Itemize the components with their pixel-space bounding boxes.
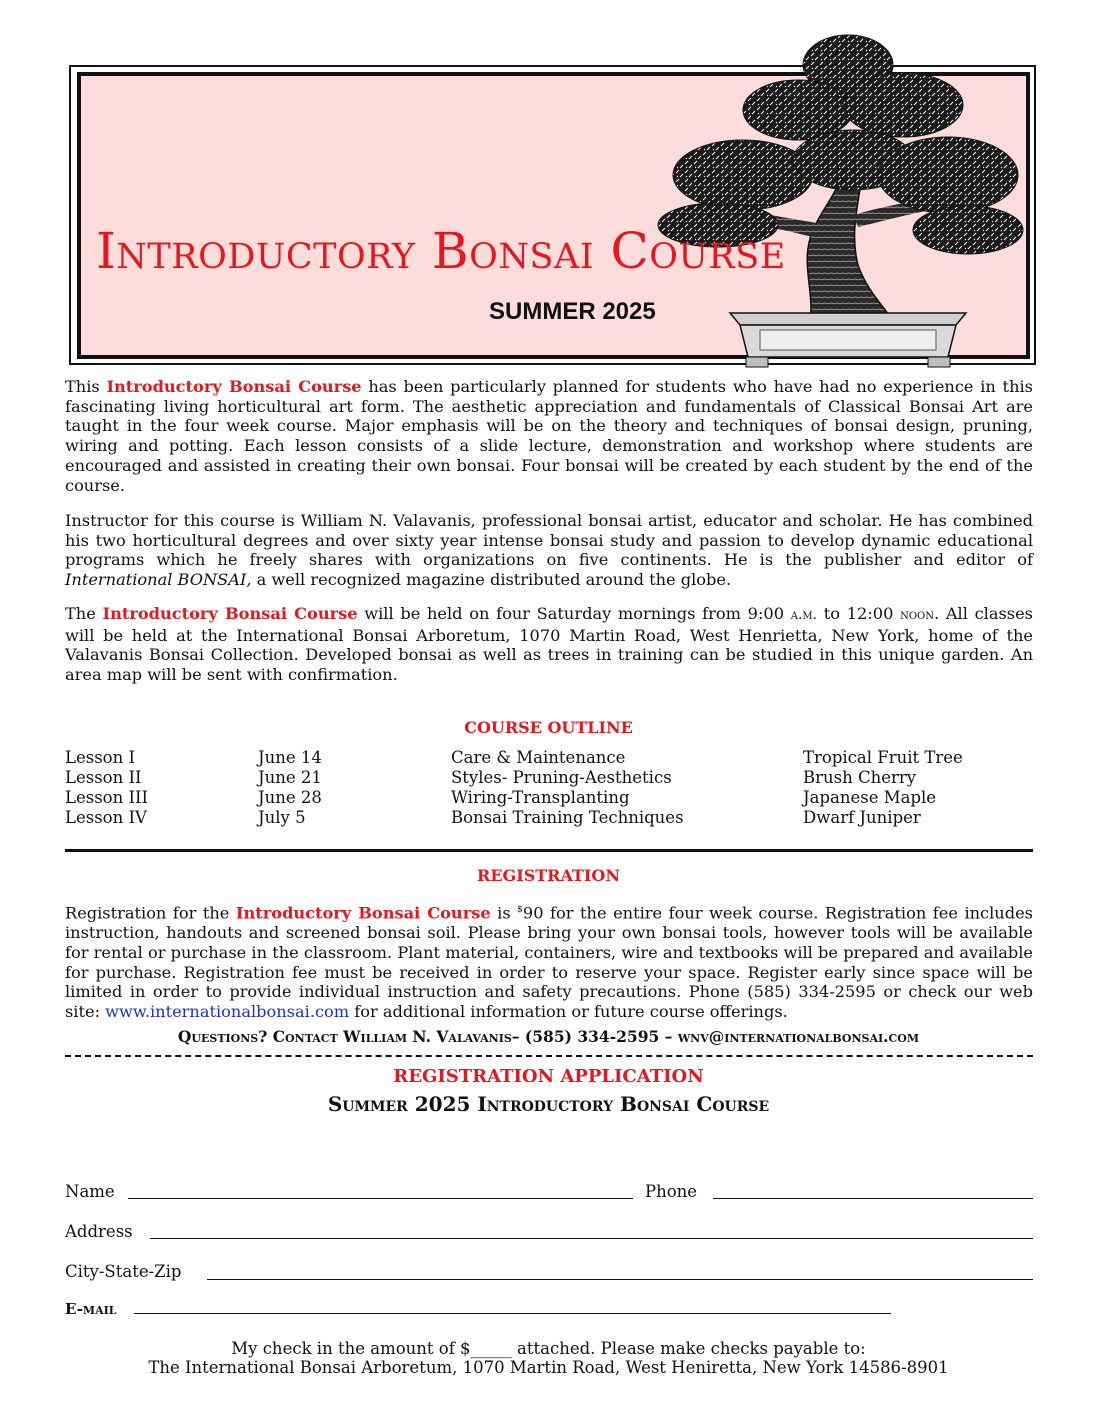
schedule-paragraph: The Introductory Bonsai Course will be held on four Saturday mornings from 9:00 a.m. to 12:00 noon. All classes will be held at the International Bonsai Arboretum, 1070 Martin Road, West Henrietta, New York, home of the Valavanis Bonsai Collection. Developed bonsai as well as trees in training can be studied in this unique garden. An area map will be sent with confirmation. <box>65 604 1033 685</box>
lesson-date: June 28 <box>258 788 322 807</box>
name-label: Name <box>65 1182 115 1201</box>
magazine-name: International BONSAI, <box>65 570 252 590</box>
section-divider <box>65 849 1033 852</box>
address-field[interactable] <box>150 1238 1033 1239</box>
page-title: Introductory Bonsai Course <box>96 222 786 280</box>
lesson-date: June 21 <box>258 768 322 787</box>
lesson-label: Lesson II <box>65 768 142 787</box>
lesson-label: Lesson I <box>65 748 135 767</box>
instructor-paragraph: Instructor for this course is William N. Valavanis, professional bonsai artist, educator and scholar. He has combined his two horticultural degrees and over sixty year intense bonsai study and passion to develop dynamic educational programs which he freely shares with organizations on five continents. He is the publisher and editor of International BONSAI, a well recognized magazine distributed around the globe. <box>65 511 1033 590</box>
phone-label: Phone <box>645 1182 698 1201</box>
lesson-tree: Brush Cherry <box>803 768 917 787</box>
lesson-tree: Tropical Fruit Tree <box>803 748 963 767</box>
course-name-highlight: Introductory Bonsai Course <box>235 903 491 923</box>
cut-line <box>65 1055 1033 1057</box>
registration-paragraph: Registration for the Introductory Bonsai Course is $90 for the entire four week course. Registration fee includes instruction, handouts and screened bonsai soil. Please bring your own bonsai tools, however tools will be available for rental or purchase in the classroom. Plant material, containers, wire and textbooks will be prepared and available for purchase. Registration fee must be received in order to reserve your space. Register early since space will be limited in order to provide individual instruction and safety precautions. Phone (585) 334-2595 or check our web site: www.internationalbonsai.com for additional information or future course offerings. <box>65 903 1033 1021</box>
payee-address: The International Bonsai Arboretum, 1070 Martin Road, West Heniretta, New York 14586-8901 <box>148 1358 949 1377</box>
lesson-topic: Bonsai Training Techniques <box>451 808 684 827</box>
lesson-topic: Wiring-Transplanting <box>451 788 630 807</box>
website-link[interactable]: www.internationalbonsai.com <box>105 1001 350 1021</box>
lesson-label: Lesson III <box>65 788 149 807</box>
lesson-topic: Care & Maintenance <box>451 748 626 767</box>
topic-column <box>451 748 684 828</box>
contact-line: Questions? Contact William N. Valavanis– (585) 334-2595 – wnv@internationalbonsai.com <box>177 1027 920 1046</box>
tree-column <box>803 748 963 828</box>
registration-heading: REGISTRATION <box>477 866 620 885</box>
course-outline-heading: COURSE OUTLINE <box>464 718 633 737</box>
lesson-tree: Japanese Maple <box>803 788 937 807</box>
email-label: E-mail <box>65 1300 117 1318</box>
lesson-date: June 14 <box>258 748 322 767</box>
lesson-column <box>65 748 148 828</box>
city-state-zip-label: City-State-Zip <box>65 1262 182 1281</box>
lesson-topic: Styles- Pruning-Aesthetics <box>451 768 672 787</box>
course-name-highlight: Introductory Bonsai Course <box>106 377 362 396</box>
date-column <box>258 748 322 828</box>
bonsai-tree-illustration <box>648 25 1028 373</box>
lesson-label: Lesson IV <box>65 808 147 827</box>
lesson-tree: Dwarf Juniper <box>803 808 921 827</box>
intro-paragraph: This Introductory Bonsai Course has been particularly planned for students who have had no experience in this fascinating living horticultural art form. The aesthetic appreciation and fundamentals of Classical Bonsai Art are taught in the four week course. Major emphasis will be on the theory and techniques of bonsai design, pruning, wiring and potting. Each lesson consists of a slide lecture, demonstration and workshop where students are encouraged and assisted in creating their own bonsai. Four bonsai will be created by each student by the end of the course. <box>65 377 1033 495</box>
lesson-date: July 5 <box>258 808 306 827</box>
address-label: Address <box>65 1222 133 1241</box>
phone-field[interactable] <box>713 1198 1033 1199</box>
season-label: SUMMER 2025 <box>489 298 656 325</box>
city-state-zip-field[interactable] <box>207 1279 1033 1280</box>
application-subheading: Summer 2025 Introductory Bonsai Course <box>327 1092 770 1116</box>
email-field[interactable] <box>134 1313 891 1314</box>
course-name-highlight: Introductory Bonsai Course <box>102 604 358 623</box>
application-heading: REGISTRATION APPLICATION <box>393 1066 704 1087</box>
check-amount-line: My check in the amount of $_____ attached. Please make checks payable to: <box>231 1339 866 1358</box>
name-field[interactable] <box>128 1198 633 1199</box>
